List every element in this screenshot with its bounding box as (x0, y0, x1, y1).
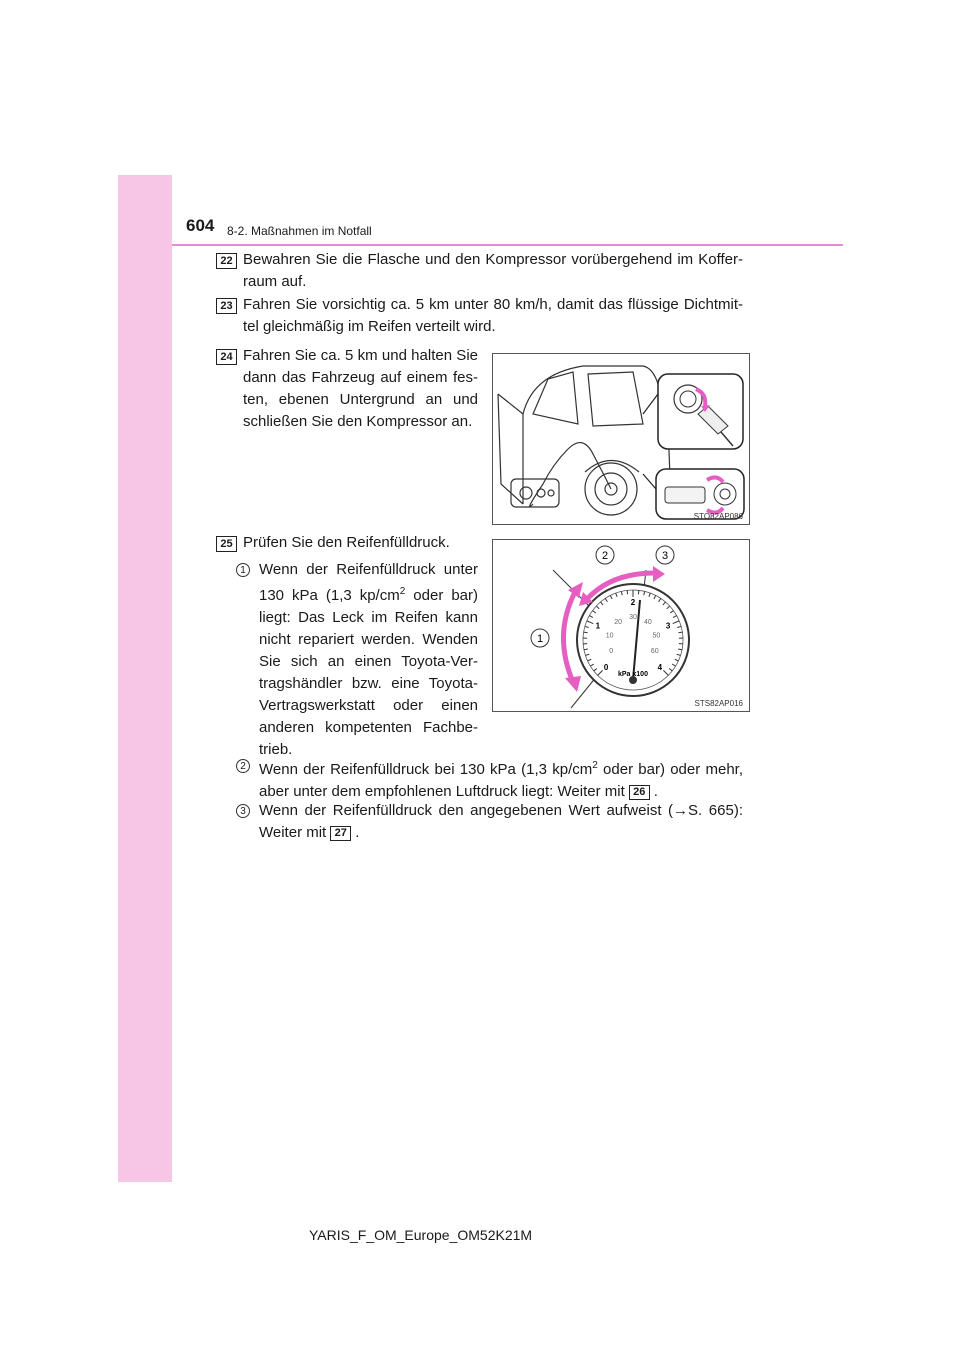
step-badge-22: 22 (216, 253, 237, 269)
substep-3-text: Wenn der Reifenfülldruck den angegebenen Wert aufweist (→S. 665): Weiter mit 27 . (259, 802, 743, 841)
callout-1: 1 (536, 633, 544, 645)
ref-step-26[interactable]: 26 (629, 785, 650, 800)
substep-badge-3: 3 (236, 804, 250, 818)
gauge-tick (584, 632, 588, 633)
section-title: 8-2. Maßnahmen im Notfall (227, 224, 372, 238)
gauge-inner-label: 50 (652, 632, 661, 640)
substep-badge-2: 2 (236, 759, 250, 773)
figure-pressure-gauge (492, 539, 750, 712)
gauge-inner-label: 10 (605, 632, 614, 640)
footer-doc-id: YARIS_F_OM_Europe_OM52K21M (309, 1227, 533, 1243)
side-margin-tab (118, 175, 172, 1182)
substep-2-text: Wenn der Reifenfülldruck bei 130 kPa (1,3 $kp/cm^2$ oder bar) oder mehr, aber unter dem empfohlenen Luftdruck liegt: Weiter mit 26 . (259, 760, 743, 800)
pressure-gauge-illustration (493, 540, 749, 711)
gauge-outer-label: 0 (603, 662, 609, 672)
step-23-text: Fahren Sie vorsichtig ca. 5 km unter 80 km/h, damit das flüssige Dichtmit-tel gleichmäßig im Reifen verteilt wird. (243, 296, 743, 335)
callout-2: 2 (601, 550, 609, 562)
figure-code: STS82AP016 (694, 699, 743, 708)
gauge-inner-label: 60 (650, 648, 659, 656)
substep-1-text: Wenn der Reifenfülldruck unter 130 kPa (1,3 $kp/cm^2$ oder bar) liegt: Das Leck im Reifen kann nicht repariert werden. Wenden Sie sich an einen Toyota-Ver-tragshändler bzw. eine Toyota-Vertragswerkstatt oder einen anderen kompetenten Fachbe-trieb. (259, 561, 478, 758)
gauge-unit-label: kPa x100 (618, 671, 648, 678)
step-badge-24: 24 (216, 349, 237, 365)
substep-badge-1: 1 (236, 563, 250, 577)
gauge-outer-label: 3 (665, 621, 671, 631)
gauge-inner-label: 0 (609, 648, 614, 656)
step-badge-23: 23 (216, 298, 237, 314)
figure-code: STO82AP086 (693, 512, 743, 521)
gauge-outer-label: 4 (657, 662, 663, 672)
figure-car-compressor (492, 353, 750, 525)
gauge-inner-label: 20 (614, 619, 623, 627)
gauge-outer-label: 1 (595, 621, 601, 631)
step-25-text: Prüfen Sie den Reifenfülldruck. (243, 534, 450, 551)
step-24-text: Fahren Sie ca. 5 km und halten Sie dann das Fahrzeug auf einem fes-ten, ebenen Untergrund an und schließen Sie den Kompressor an. (243, 347, 478, 430)
step-22-text: Bewahren Sie die Flasche und den Kompressor vorübergehend im Koffer-raum auf. (243, 251, 743, 290)
header-rule (172, 244, 843, 246)
callout-3: 3 (661, 550, 669, 562)
step-badge-25: 25 (216, 536, 237, 552)
gauge-tick (678, 632, 682, 633)
gauge-inner-label: 30 (629, 614, 637, 621)
ref-step-27[interactable]: 27 (330, 826, 351, 841)
page-number: 604 (186, 216, 215, 235)
gauge-outer-label: 2 (630, 598, 636, 607)
car-compressor-illustration (493, 354, 749, 524)
gauge-inner-label: 40 (643, 619, 652, 627)
